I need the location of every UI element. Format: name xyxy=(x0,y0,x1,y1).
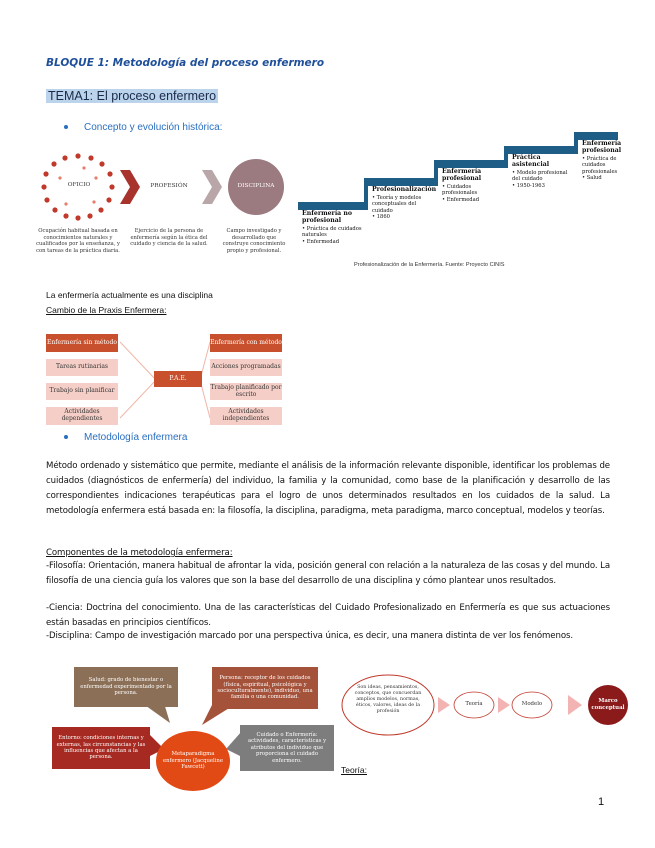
component-filosofia: -Filosofía: Orientación, manera habitual de afrontar la vida, posición general con relación a la naturaleza de las cosas y del mundo. La filosofía de una ciencia guía los valores que son la base del desarrollo de una disciplina y cómo plantear unos resultados. xyxy=(46,561,610,586)
flow-arrow-2-icon xyxy=(498,697,510,713)
staircase-caption: Profesionalización de la Enfermería. Fuente: Proyecto CINIS xyxy=(354,262,505,268)
disciplina-description: Campo investigado y desarrollado que construye conocimiento propio y profesional. xyxy=(222,228,286,254)
metaparadigm-salud: Salud: grado de bienestar o enfermedad experimentado por la persona. xyxy=(74,667,178,707)
component-ciencia: -Ciencia: Doctrina del conocimiento. Una de las características del Cuidado Profesionalizado en Enfermería es que sus actuaciones están basadas en principios científicos. xyxy=(46,603,610,628)
praxis-diagram xyxy=(46,334,286,426)
bullet-dot-icon xyxy=(64,435,68,439)
bullet-metodologia xyxy=(64,432,187,443)
topic-title: TEMA1: El proceso enfermero xyxy=(48,89,217,103)
praxis-left-2: Trabajo sin planificar xyxy=(46,383,118,400)
stair-step-2: Profesionalización • Teoría y modelos conceptuales del cuidado • 1860 xyxy=(372,186,434,220)
component-disciplina: -Disciplina: Campo de investigación marcado por una perspectiva única, es decir, una manera distinta de ver los fenómenos. xyxy=(46,631,574,641)
metodologia-definition: Método ordenado y sistemático que permite, mediante el análisis de la información relevante disponible, identificar los problemas de cuidados (diagnósticos de enfermería) del individuo, la familia y la comunidad, como base de la planificación y desarrollo de las correspondientes indicaciones terapéuticas para el logro de unos determinados resultados en los cuidados de la salud. La metodología enfermera está basada en: la filosofía, la disciplina, paradigma, meta paradigma, marco conceptual, modelos y teorías. xyxy=(46,461,610,516)
oficio-label: OFICIO xyxy=(67,182,91,188)
metaparadigm-cuidado: Cuidado o Enfermería: actividades, características y atributos del individuo que proporciona el cuidado enfermero. xyxy=(240,725,334,771)
praxis-left-1: Tareas rutinarias xyxy=(46,359,118,376)
modelo-label: Modelo xyxy=(521,701,543,707)
stair-step-5: Enfermería profesional • Práctica de cuidados profesionales • Salud xyxy=(582,140,618,181)
praxis-right-0: Enfermería con método xyxy=(210,334,282,352)
praxis-right-3: Actividades independientes xyxy=(210,407,282,425)
bullet-dot-icon xyxy=(64,125,68,129)
teoria-label: Teoría xyxy=(465,701,483,707)
praxis-right-2: Trabajo planificado por escrito xyxy=(210,383,282,400)
bullet-concepto xyxy=(64,122,222,133)
flow-arrow-3-icon xyxy=(568,695,582,715)
arrow-2-icon xyxy=(202,170,222,204)
stair-step-3: Enfermería profesional • Cuidados profesionales • Enfermedad xyxy=(442,168,504,203)
flow-arrow-1-icon xyxy=(438,697,450,713)
ideas-text: Son ideas, pensamientos, conceptos, que concuerdan amplios modelos, normas, éticos, valores, ideas de la profesión xyxy=(354,685,422,714)
teoria-heading: Teoría: xyxy=(341,765,367,775)
block-title: BLOQUE 1: Metodología del proceso enfermero xyxy=(46,57,325,69)
metaparadigm-center: Metaparadigma enfermero (Jacqueline Fawcett) xyxy=(156,731,230,791)
evolution-diagram xyxy=(36,148,286,268)
stair-step-4: Práctica asistencial • Modelo profesional del cuidado • 1950-1963 xyxy=(512,154,574,189)
praxis-right-1: Acciones programadas xyxy=(210,359,282,376)
praxis-left-3: Actividades dependientes xyxy=(46,407,118,425)
page-number: 1 xyxy=(598,796,605,808)
enfermeria-disciplina-text: La enfermería actualmente es una disciplina xyxy=(46,290,213,300)
oficio-description: Ocupación habitual basada en conocimientos naturales y cualificados por la enseñanza, y con tareas de la práctica diaria. xyxy=(36,228,120,254)
disciplina-label: DISCIPLINA xyxy=(237,183,275,189)
bullet-concepto-text: Concepto y evolución histórica: xyxy=(84,122,223,133)
metaparadigm-persona: Persona: receptor de los cuidados (física, espiritual, psicológica y socioculturalmente), individuo, una familia o una comunidad. xyxy=(212,667,318,709)
praxis-center: P.A.E. xyxy=(154,371,202,387)
profesion-description: Ejercicio de la persona de enfermería según la ética del cuidado y ciencia de la salud. xyxy=(130,228,208,247)
arrow-1-icon xyxy=(120,170,140,204)
conceptual-flow-diagram xyxy=(340,669,630,745)
praxis-heading: Cambio de la Praxis Enfermera: xyxy=(46,305,167,315)
praxis-left-0: Enfermería sin método xyxy=(46,334,118,352)
staircase-diagram xyxy=(298,128,622,276)
metaparadigm-entorno: Entorno: condiciones internas y externas, las circunstancias y las influencias que afectan a la persona. xyxy=(52,727,150,769)
marco-label: Marco conceptual xyxy=(591,698,625,711)
profesion-label: PROFESIÓN xyxy=(150,183,188,189)
components-heading: Componentes de la metodología enfermera: xyxy=(46,548,233,558)
bullet-metodologia-text: Metodología enfermera xyxy=(84,432,188,443)
stair-step-1: Enfermería no profesional • Práctica de cuidados naturales • Enfermedad xyxy=(302,210,364,245)
metaparadigm-diagram xyxy=(52,663,334,793)
